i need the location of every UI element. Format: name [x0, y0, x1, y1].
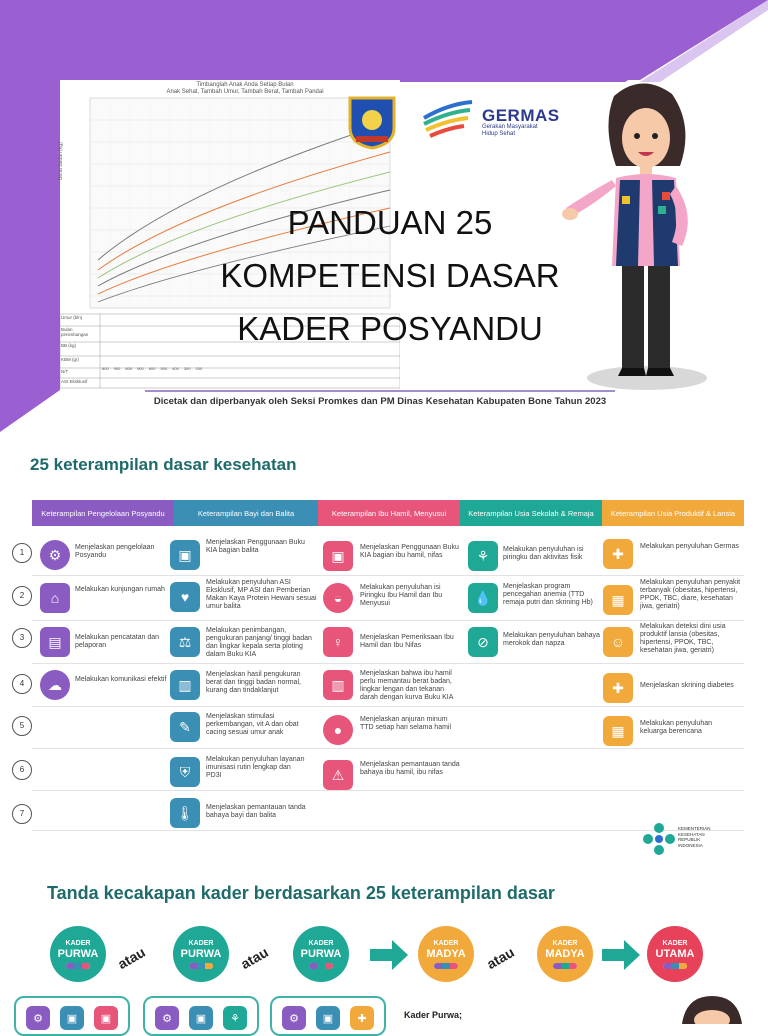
iron-tablet-icon: ●	[323, 715, 353, 745]
badge-prefix: KADER	[552, 939, 578, 947]
recording-report-icon: ▤	[40, 627, 70, 657]
skill-item: Melakukan komunikasi efektif	[75, 676, 167, 683]
skill-item: Melakukan penyuluhan isi piringku dan aktivitas fisik	[503, 546, 584, 561]
skill-item: Melakukan penyuluhan layanan imunisasi rutin lengkap dan PD3I	[206, 756, 305, 779]
skill-item: Melakukan penyuluhan Germas	[640, 543, 739, 550]
badge-pill	[553, 963, 577, 969]
purwa-combo-box	[14, 996, 130, 1036]
disease-info-icon: ▦	[603, 585, 633, 615]
badge-kader-purwa	[50, 926, 106, 982]
growth-result-icon: ▥	[170, 670, 200, 700]
skill-item: Menjelaskan stimulasi perkembangan, vit A dan obat cacing sesuai umur anak	[206, 713, 299, 736]
no-smoking-icon: ⊘	[468, 627, 498, 657]
germas-logo-icon	[420, 98, 476, 142]
row-divider	[32, 790, 744, 791]
weight-curve-icon: ▥	[323, 670, 353, 700]
breastfeeding-icon: ♥	[170, 582, 200, 612]
family-planning-icon: ▦	[603, 716, 633, 746]
chart-title-line2: Anak Sehat, Tambah Umur, Tambah Berat, Tambah Pandai	[166, 89, 324, 95]
skill-item: Menjelaskan Pemeriksaan Ibu Hamil dan Ibu Nifas	[360, 634, 454, 649]
food-plate-icon: ⚘	[468, 541, 498, 571]
badge-pill	[434, 963, 458, 969]
communication-icon: ☁	[40, 670, 70, 700]
page-title-line2: KOMPETENSI DASAR	[220, 257, 560, 294]
badge-pill	[309, 963, 333, 969]
kia-book-mother-icon: ▣	[323, 541, 353, 571]
skill-item: Menjelaskan hasil pengukuran berat dan tinggi badan normal, kurang dan tindaklanjut	[206, 671, 301, 694]
kbm-value: 600	[148, 366, 156, 371]
posyandu-management-icon: ⚙	[282, 1006, 306, 1030]
column-header-ibu-hamil: Keterampilan Ibu Hamil, Menyusui	[318, 500, 460, 526]
skill-item: Menjelaskan pemantauan tanda bahaya ibu hamil, ibu nifas	[360, 761, 460, 776]
chart-row-label: N/T	[61, 369, 69, 374]
page-title-line3: KADER POSYANDU	[237, 310, 543, 347]
skill-item: Menjelaskan Penggunaan Buku KIA bagian balita	[206, 539, 305, 554]
row-divider	[32, 830, 744, 831]
posyandu-management-icon: ⚙	[40, 540, 70, 570]
chart-title	[145, 82, 345, 96]
skill-item: Melakukan penyuluhan bahaya merokok dan napza	[503, 632, 600, 647]
column-header-bayi-balita: Keterampilan Bayi dan Balita	[174, 500, 318, 526]
germas-activity-icon: ✚	[603, 539, 633, 569]
badge-level: PURWA	[180, 947, 222, 960]
kader-character-head-illustration	[676, 996, 746, 1024]
printed-by-divider	[145, 390, 615, 392]
page-title-line1: PANDUAN 25	[287, 204, 493, 241]
chart-ylabel: Berat Badan (kg)	[58, 142, 64, 180]
home-visit-icon: ⌂	[40, 583, 70, 613]
section-skills-title: 25 keterampilan dasar kesehatan	[30, 455, 297, 474]
row-divider	[32, 706, 744, 707]
row-number: 6	[12, 760, 32, 780]
section-badges-title: Tanda kecakapan kader berdasarkan 25 keterampilan dasar	[47, 883, 555, 903]
row-number: 4	[12, 674, 32, 694]
kia-book-mother-icon: ▣	[94, 1006, 118, 1030]
chart-row-label: Umur (bln)	[61, 315, 83, 320]
chart-row-label: ASI Eksklusif	[61, 379, 88, 384]
immunization-icon: ⛨	[170, 757, 200, 787]
badge-prefix: KADER	[188, 939, 214, 947]
badge-kader-utama	[647, 926, 703, 982]
badge-level: MADYA	[426, 947, 466, 960]
skill-item: Melakukan pencatatan dan pelaporan	[75, 634, 160, 649]
chart-row-label: KBM (gr)	[61, 357, 79, 362]
diabetes-screening-icon: ✚	[603, 673, 633, 703]
badge-prefix: KADER	[308, 939, 334, 947]
kia-book-child-icon: ▣	[189, 1006, 213, 1030]
row-divider	[32, 620, 744, 621]
posyandu-management-icon: ⚙	[26, 1006, 50, 1030]
arrow-right-icon	[602, 940, 640, 970]
kabupaten-bone-logo-icon	[346, 94, 398, 150]
chart-row-label: BB (kg)	[61, 343, 77, 348]
column-header-posyandu: Keterampilan Pengelolaan Posyandu	[32, 500, 174, 526]
germas-activity-icon: ✚	[350, 1006, 374, 1030]
thermometer-icon: 🌡	[170, 798, 200, 828]
badge-kader-madya	[418, 926, 474, 982]
row-divider	[32, 575, 744, 576]
skill-item: Melakukan deteksi dini usia produktif lansia (obesitas, hipertensi, PPOK, TBC, kesehatan jiwa, geriatri)	[640, 623, 726, 654]
row-number: 7	[12, 804, 32, 824]
badge-level: MADYA	[545, 947, 585, 960]
badge-prefix: KADER	[662, 939, 688, 947]
skill-item: Menjelaskan pemantauan tanda bahaya bayi dan balita	[206, 804, 306, 819]
kbm-value: 500	[160, 366, 168, 371]
kia-book-child-icon: ▣	[170, 540, 200, 570]
printed-by-note: Dicetak dan diperbanyak oleh Seksi Promkes dan PM Dinas Kesehatan Kabupaten Bone Tahun 2023	[153, 396, 607, 407]
kia-book-child-icon: ▣	[60, 1006, 84, 1030]
column-header-usia-produktif: Keterampilan Usia Produktif & Lansia	[602, 500, 744, 526]
kader-purwa-label: Kader Purwa;	[404, 1010, 463, 1020]
weighing-scale-icon: ⚖	[170, 627, 200, 657]
badge-pill	[66, 963, 90, 969]
atau-connector: atau	[483, 943, 517, 973]
skill-item: Menjelaskan pengelolaan Posyandu	[75, 544, 155, 559]
skill-item: Melakukan penimbangan, pengukuran panjang/ tinggi badan dan lingkar kepala serta ploting dalam Buku KIA	[206, 627, 312, 658]
kemenkes-logo-icon	[642, 822, 676, 856]
badge-kader-madya	[537, 926, 593, 982]
skill-item: Menjelaskan bahwa ibu hamil perlu memantau berat badan, lingkar lengan dan tekanan darah dengan kurva Buku KIA	[360, 670, 454, 701]
badge-level: UTAMA	[655, 947, 695, 960]
badge-pill	[663, 963, 687, 969]
skill-item: Menjelaskan program pencegahan anemia (TTD remaja putri dan skrining Hb)	[503, 583, 593, 606]
pregnancy-checkup-icon: ♀	[323, 627, 353, 657]
row-number: 1	[12, 543, 32, 563]
danger-sign-icon: ⚠	[323, 760, 353, 790]
kbm-value: 400	[172, 366, 179, 371]
row-divider	[32, 748, 744, 749]
arrow-right-icon	[370, 940, 408, 970]
badge-prefix: KADER	[433, 939, 459, 947]
kbm-value: 200	[195, 366, 203, 371]
badge-kader-purwa	[293, 926, 349, 982]
skill-item: Melakukan penyuluhan penyakit terbanyak (obesitas, hipertensi, PPOK, TBC, diare, kesehatan jiwa, geriatri)	[640, 579, 741, 610]
badge-level: PURWA	[300, 947, 342, 960]
skill-item: Menjelaskan Penggunaan Buku KIA bagian ibu hamil, nifas	[360, 544, 459, 559]
kbm-value: 800	[125, 366, 133, 371]
chart-title-line1: Timbanglah Anak Anda Setiap Bulan	[196, 82, 294, 88]
stimulation-icon: ✎	[170, 712, 200, 742]
kbm-value: 800	[102, 366, 109, 371]
chart-row-label: Bulan penimbangan	[61, 327, 89, 337]
column-header-usia-sekolah: Keterampilan Usia Sekolah & Remaja	[460, 500, 602, 526]
chart-kbm-values	[102, 366, 202, 371]
germas-title: GERMAS	[482, 106, 560, 125]
atau-connector: atau	[114, 943, 148, 973]
kbm-value: 300	[183, 366, 191, 371]
plate-nutrition-icon: ◒	[323, 583, 353, 613]
row-number: 2	[12, 586, 32, 606]
skill-item: Menjelaskan skrining diabetes	[640, 682, 734, 689]
skill-item: Melakukan penyuluhan isi Piringku Ibu Hamil dan Ibu Menyusui	[360, 584, 443, 607]
purwa-combo-box	[143, 996, 259, 1036]
badge-kader-purwa	[173, 926, 229, 982]
kader-character-illustration	[562, 76, 712, 394]
row-number: 5	[12, 716, 32, 736]
page-title	[190, 196, 590, 355]
purwa-combo-box	[270, 996, 386, 1036]
atau-connector: atau	[237, 943, 271, 973]
kia-book-child-icon: ▣	[316, 1006, 340, 1030]
skill-item: Menjelaskan anjuran minum TTD setiap hari selama hamil	[360, 716, 452, 731]
row-divider	[32, 663, 744, 664]
skill-item: Melakukan kunjungan rumah	[75, 586, 165, 593]
skill-item: Melakukan penyuluhan keluarga berencana	[640, 720, 712, 735]
row-number: 3	[12, 628, 32, 648]
kemenkes-label: KEMENTERIAN KESEHATAN REPUBLIK INDONESIA	[678, 826, 711, 848]
food-plate-icon: ⚘	[223, 1006, 247, 1030]
blood-drop-icon: 💧	[468, 583, 498, 613]
chart-row-labels	[61, 315, 99, 387]
germas-subtitle: Gerakan Masyarakat Hidup Sehat	[482, 124, 538, 137]
kbm-value: 900	[113, 366, 121, 371]
badge-prefix: KADER	[65, 939, 91, 947]
badge-pill	[189, 963, 213, 969]
skill-item: Melakukan penyuluhan ASI Eksklusif, MP ASI dan Pemberian Makan Kaya Protein Hewani sesuai umur balita	[206, 579, 317, 610]
elderly-detection-icon: ☺	[603, 627, 633, 657]
kbm-value: 900	[137, 366, 144, 371]
badge-level: PURWA	[57, 947, 99, 960]
posyandu-management-icon: ⚙	[155, 1006, 179, 1030]
